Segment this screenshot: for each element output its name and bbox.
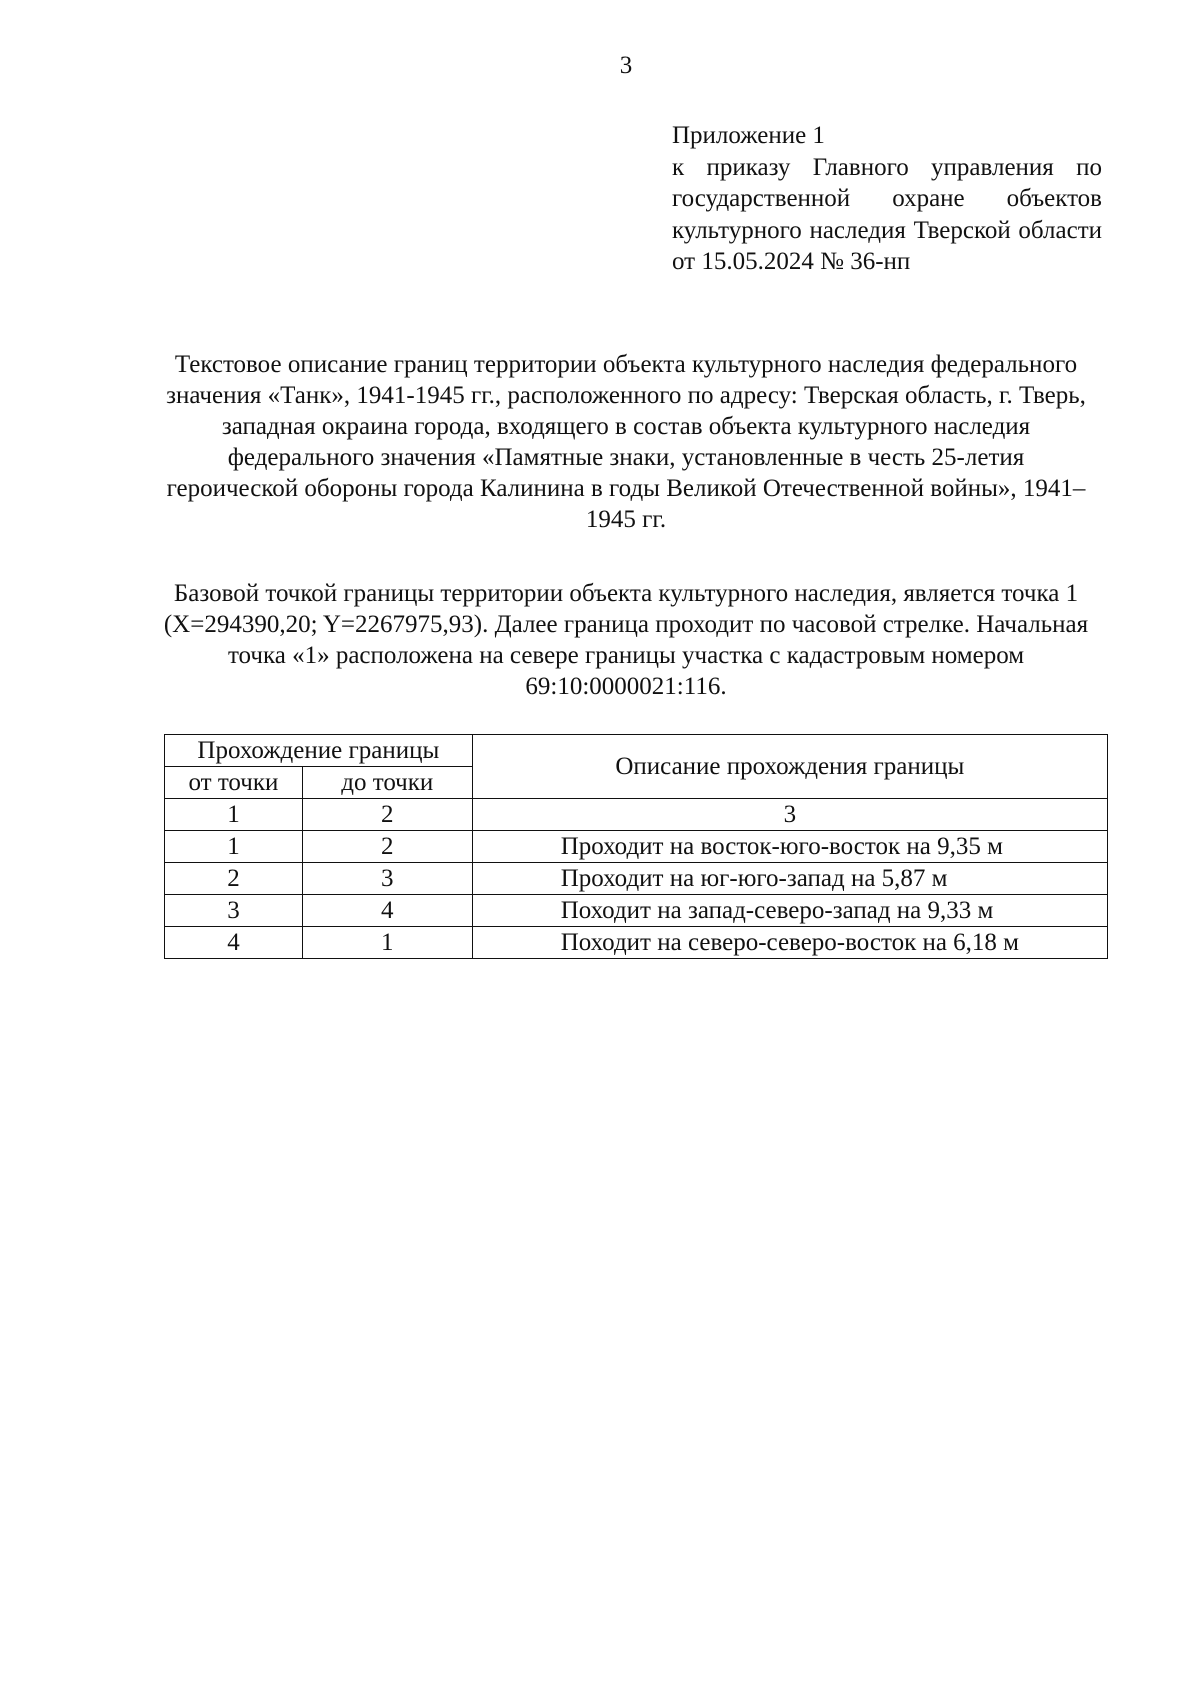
description-cell: Проходит на юг-юго-запад на 5,87 м (472, 863, 1107, 895)
from-point-cell: 1 (165, 831, 303, 863)
appendix-text: к приказу Главного управления по государственной охране объектов культурного наследия Тверской области от 15.05.2024 № 36-нп (672, 153, 1102, 275)
from-point-cell: 4 (165, 927, 303, 959)
base-point-paragraph: Базовой точкой границы территории объекта культурного наследия, является точка 1 (X=294390,20; Y=2267975,93). Далее граница проходит по часовой стрелке. Начальная точка «1» расположена на севере границы участка с кадастровым номером 69:10:0000021:116. (163, 580, 1089, 700)
table-row (165, 895, 1108, 927)
header-to-point: до точки (302, 767, 472, 799)
table-row (165, 831, 1108, 863)
header-description: Описание прохождения границы (472, 735, 1107, 799)
from-point-cell: 2 (165, 863, 303, 895)
to-point-cell: 2 (302, 831, 472, 863)
to-point-cell: 1 (302, 927, 472, 959)
column-number-cell: 1 (165, 799, 303, 831)
document-title: Текстовое описание границ территории объекта культурного наследия федерального значения «Танк», 1941-1945 гг., расположенного по адресу: Тверская область, г. Тверь, западная окраина города, входящего в состав объекта культурного наследия федерального значения «Памятные знаки, установленные в честь 25-летия героической обороны города Калинина в годы Великой Отечественной войны», 1941–1945 гг. (166, 351, 1086, 533)
description-cell: Походит на северо-северо-восток на 6,18 м (472, 927, 1107, 959)
table-row (165, 863, 1108, 895)
column-number-row (165, 799, 1108, 831)
table-header-row (165, 735, 1108, 767)
column-number-cell: 3 (472, 799, 1107, 831)
page-number: 3 (619, 52, 633, 79)
header-from-point: от точки (165, 767, 303, 799)
description-cell: Проходит на восток-юго-восток на 9,35 м (472, 831, 1107, 863)
column-number-cell: 2 (302, 799, 472, 831)
to-point-cell: 3 (302, 863, 472, 895)
from-point-cell: 3 (165, 895, 303, 927)
appendix-block (672, 120, 1102, 278)
header-boundary-passage: Прохождение границы (165, 735, 473, 767)
boundary-table (164, 734, 1108, 959)
appendix-title: Приложение 1 (672, 122, 825, 149)
to-point-cell: 4 (302, 895, 472, 927)
description-cell: Походит на запад-северо-запад на 9,33 м (472, 895, 1107, 927)
table-row (165, 927, 1108, 959)
